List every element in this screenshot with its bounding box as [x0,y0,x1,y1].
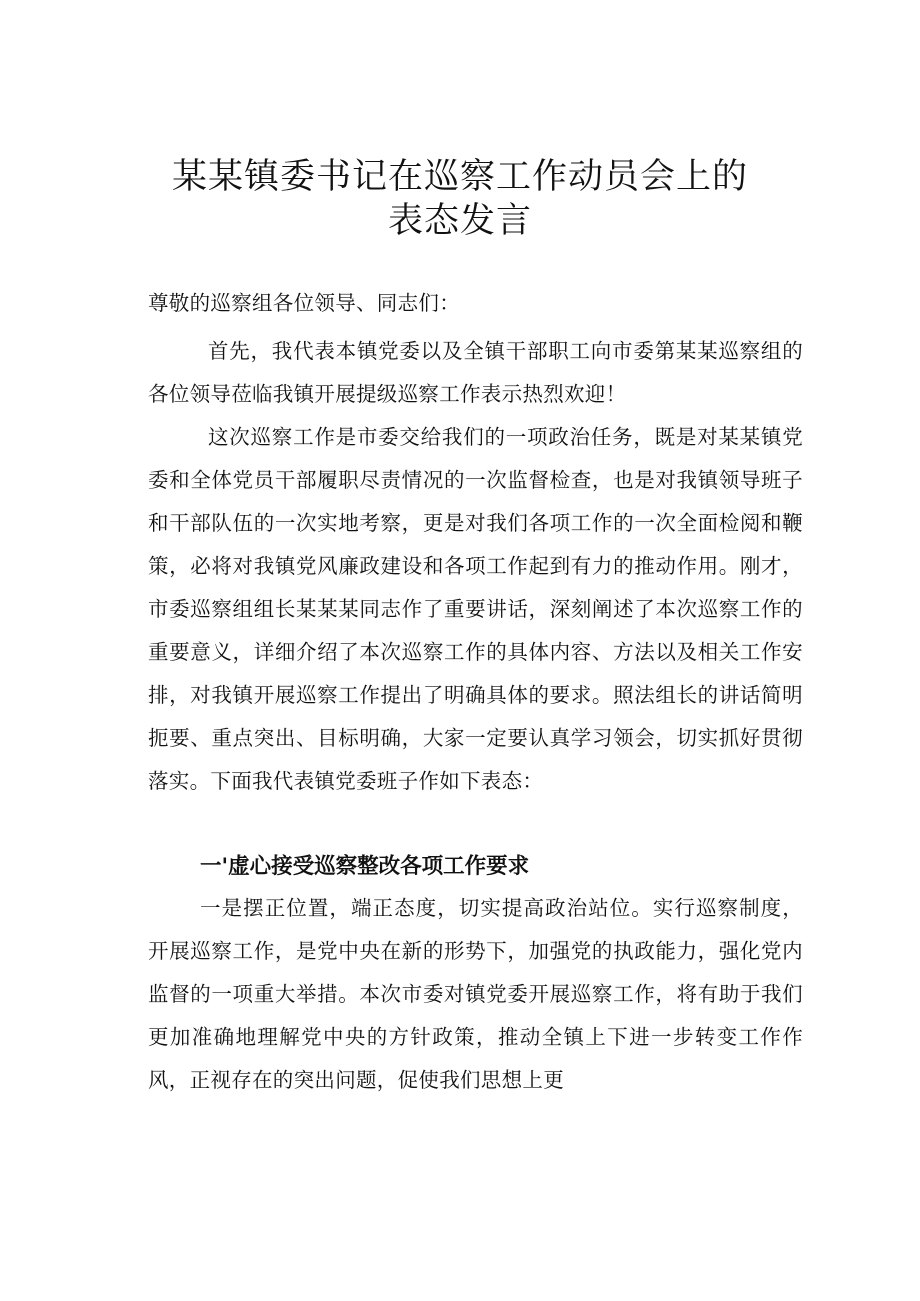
paragraph-point-one: 一是摆正位置，端正态度，切实提高政治站位。实行巡察制度，开展巡察工作，是党中央在新的形势下，加强党的执政能力，强化党内监督的一项重大举措。本次市委对镇党委开展巡察工作，将有助于我们更加准确地理解党中央的方针政策，推动全镇上下进一步转变工作作风，正视存在的突出问题，促使我们思想上更 [148,896,803,1092]
paragraph-significance: 这次巡察工作是市委交给我们的一项政治任务，既是对某某镇党委和全体党员干部履职尽责情况的一次监督检查，也是对我镇领导班子和干部队伍的一次实地考察，更是对我们各项工作的一次全面检阅和鞭策，必将对我镇党风廉政建设和各项工作起到有力的推动作用。刚才，市委巡察组组长某某某同志作了重要讲话，深刻阐述了本次巡察工作的重要意义，详细介绍了本次巡察工作的具体内容、方法以及相关工作安排，对我镇开展巡察工作提出了明确具体的要求。照法组长的讲话简明扼要、重点突出、目标明确，大家一定要认真学习领会，切实抓好贯彻落实。下面我代表镇党委班子作如下表态： [148,425,803,793]
document-title-line-1: 某某镇委书记在巡察工作动员会上的 [171,157,748,197]
paragraph-welcome: 首先，我代表本镇党委以及全镇干部职工向市委第某某巡察组的各位领导莅临我镇开展提级巡察工作表示热烈欢迎！ [148,339,803,406]
salutation: 尊敬的巡察组各位领导、同志们： [148,291,460,315]
section-heading: 一'虚心接受巡察整改各项工作要求 [200,854,530,879]
document-title-line-2: 表态发言 [387,201,532,241]
